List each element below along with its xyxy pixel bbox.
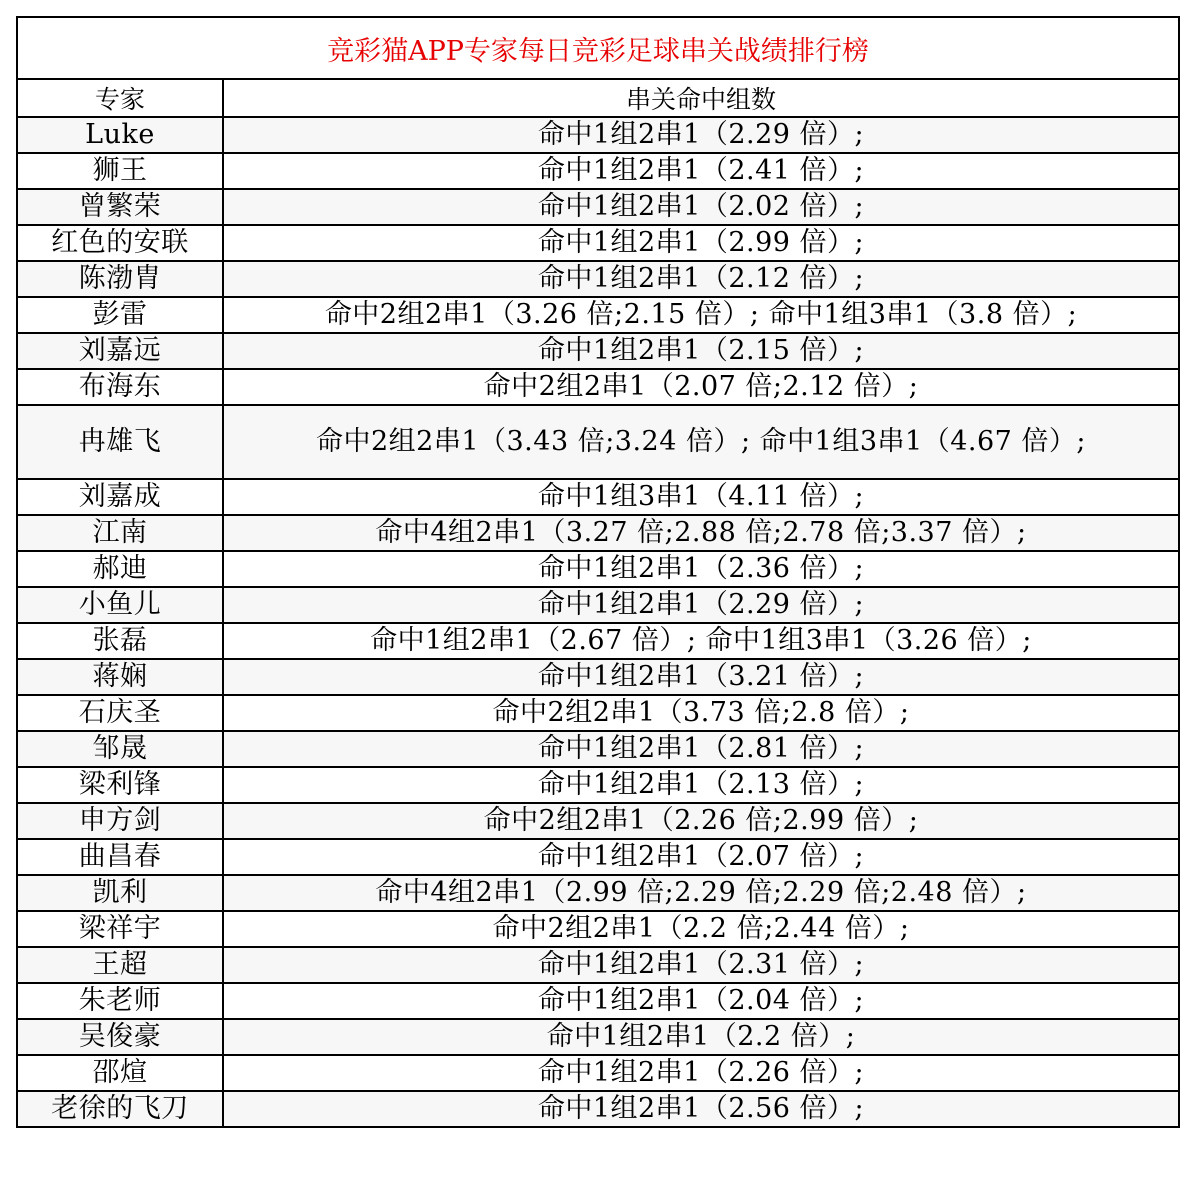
table-row xyxy=(17,551,1179,587)
table-row xyxy=(17,875,1179,911)
hit-result: 命中2组2串1（2.26 倍;2.99 倍）; xyxy=(223,803,1179,839)
expert-name: 布海东 xyxy=(17,369,223,405)
header-row xyxy=(17,79,1179,117)
header-expert: 专家 xyxy=(17,79,223,117)
hit-result: 命中1组2串1（2.31 倍）; xyxy=(223,947,1179,983)
hit-result: 命中1组2串1（2.02 倍）; xyxy=(223,189,1179,225)
hit-result: 命中1组2串1（2.29 倍）; xyxy=(223,117,1179,153)
hit-result: 命中1组3串1（4.11 倍）; xyxy=(223,479,1179,515)
hit-result: 命中1组2串1（2.26 倍）; xyxy=(223,1055,1179,1091)
hit-result: 命中1组2串1（2.2 倍）; xyxy=(223,1019,1179,1055)
table-row xyxy=(17,947,1179,983)
expert-name: 曾繁荣 xyxy=(17,189,223,225)
expert-name: 邵煊 xyxy=(17,1055,223,1091)
table-title: 竞彩猫APP专家每日竞彩足球串关战绩排行榜 xyxy=(17,17,1179,79)
expert-name: 王超 xyxy=(17,947,223,983)
expert-name: 蒋娴 xyxy=(17,659,223,695)
expert-name: 彭雷 xyxy=(17,297,223,333)
expert-name: 曲昌春 xyxy=(17,839,223,875)
expert-name: 狮王 xyxy=(17,153,223,189)
table-row xyxy=(17,153,1179,189)
table-row xyxy=(17,623,1179,659)
table-row xyxy=(17,479,1179,515)
hit-result: 命中4组2串1（2.99 倍;2.29 倍;2.29 倍;2.48 倍）; xyxy=(223,875,1179,911)
expert-name: 申方剑 xyxy=(17,803,223,839)
hit-result: 命中1组2串1（2.99 倍）; xyxy=(223,225,1179,261)
hit-result: 命中1组2串1（2.56 倍）; xyxy=(223,1091,1179,1127)
table-row xyxy=(17,1091,1179,1127)
header-hits: 串关命中组数 xyxy=(223,79,1179,117)
table-row xyxy=(17,1055,1179,1091)
hit-result: 命中1组2串1（2.04 倍）; xyxy=(223,983,1179,1019)
expert-name: 梁祥宇 xyxy=(17,911,223,947)
table-row xyxy=(17,587,1179,623)
expert-name: 江南 xyxy=(17,515,223,551)
hit-result: 命中2组2串1（2.07 倍;2.12 倍）; xyxy=(223,369,1179,405)
table-row xyxy=(17,731,1179,767)
table-row xyxy=(17,911,1179,947)
expert-name: 吴俊豪 xyxy=(17,1019,223,1055)
hit-result: 命中2组2串1（3.43 倍;3.24 倍）; 命中1组3串1（4.67 倍）; xyxy=(223,405,1179,479)
expert-name: 刘嘉远 xyxy=(17,333,223,369)
title-row xyxy=(17,17,1179,79)
expert-name: 陈渤胄 xyxy=(17,261,223,297)
expert-name: 梁利锋 xyxy=(17,767,223,803)
expert-name: 老徐的飞刀 xyxy=(17,1091,223,1127)
hit-result: 命中1组2串1（2.36 倍）; xyxy=(223,551,1179,587)
table-row xyxy=(17,189,1179,225)
table-row xyxy=(17,659,1179,695)
expert-name: 朱老师 xyxy=(17,983,223,1019)
hit-result: 命中1组2串1（2.15 倍）; xyxy=(223,333,1179,369)
table-row xyxy=(17,767,1179,803)
table-row xyxy=(17,405,1179,479)
expert-name: 凯利 xyxy=(17,875,223,911)
table-row xyxy=(17,297,1179,333)
hit-result: 命中1组2串1（3.21 倍）; xyxy=(223,659,1179,695)
table-row xyxy=(17,983,1179,1019)
hit-result: 命中2组2串1（3.73 倍;2.8 倍）; xyxy=(223,695,1179,731)
hit-result: 命中1组2串1（2.67 倍）; 命中1组3串1（3.26 倍）; xyxy=(223,623,1179,659)
hit-result: 命中1组2串1（2.81 倍）; xyxy=(223,731,1179,767)
hit-result: 命中1组2串1（2.12 倍）; xyxy=(223,261,1179,297)
ranking-table xyxy=(16,16,1180,1128)
table-row xyxy=(17,695,1179,731)
hit-result: 命中4组2串1（3.27 倍;2.88 倍;2.78 倍;3.37 倍）; xyxy=(223,515,1179,551)
hit-result: 命中1组2串1（2.07 倍）; xyxy=(223,839,1179,875)
expert-name: 邹晟 xyxy=(17,731,223,767)
table-row xyxy=(17,839,1179,875)
table-row xyxy=(17,225,1179,261)
expert-name: 冉雄飞 xyxy=(17,405,223,479)
hit-result: 命中2组2串1（2.2 倍;2.44 倍）; xyxy=(223,911,1179,947)
table-row xyxy=(17,261,1179,297)
hit-result: 命中1组2串1（2.29 倍）; xyxy=(223,587,1179,623)
table-row xyxy=(17,803,1179,839)
table-row xyxy=(17,333,1179,369)
table-row xyxy=(17,1019,1179,1055)
expert-name: 郝迪 xyxy=(17,551,223,587)
table-row xyxy=(17,117,1179,153)
expert-name: 红色的安联 xyxy=(17,225,223,261)
table-row xyxy=(17,369,1179,405)
expert-name: 刘嘉成 xyxy=(17,479,223,515)
hit-result: 命中1组2串1（2.41 倍）; xyxy=(223,153,1179,189)
expert-name: 小鱼儿 xyxy=(17,587,223,623)
table-row xyxy=(17,515,1179,551)
hit-result: 命中1组2串1（2.13 倍）; xyxy=(223,767,1179,803)
expert-name: 张磊 xyxy=(17,623,223,659)
expert-name: 石庆圣 xyxy=(17,695,223,731)
expert-name: Luke xyxy=(17,117,223,153)
hit-result: 命中2组2串1（3.26 倍;2.15 倍）; 命中1组3串1（3.8 倍）; xyxy=(223,297,1179,333)
